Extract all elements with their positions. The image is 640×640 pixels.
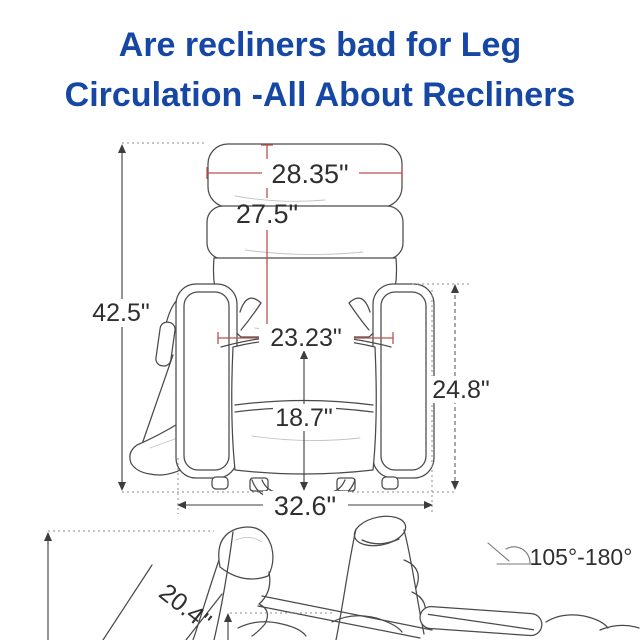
armrest-height-label: 24.8" — [432, 376, 490, 404]
side-view-reclined-sketch — [336, 512, 639, 640]
overall-height-label: 42.5" — [92, 299, 150, 327]
backrest-height-label: 27.5" — [235, 199, 299, 229]
title-line-2: Circulation -All About Recliners — [64, 76, 576, 114]
title-line-1: Are recliners bad for Leg — [118, 26, 522, 64]
overall-width-label: 32.6" — [273, 491, 337, 521]
front-view-recliner-sketch — [130, 144, 434, 501]
backrest-top-width-label: 28.35" — [271, 159, 349, 189]
recline-angle-range-label: 105°-180° — [529, 544, 633, 570]
seat-cushion-width-label: 18.7" — [275, 404, 333, 432]
page-title — [0, 20, 640, 120]
seat-width-label: 23.23" — [270, 324, 342, 352]
backrest-length-label: 20.4" — [153, 578, 217, 636]
